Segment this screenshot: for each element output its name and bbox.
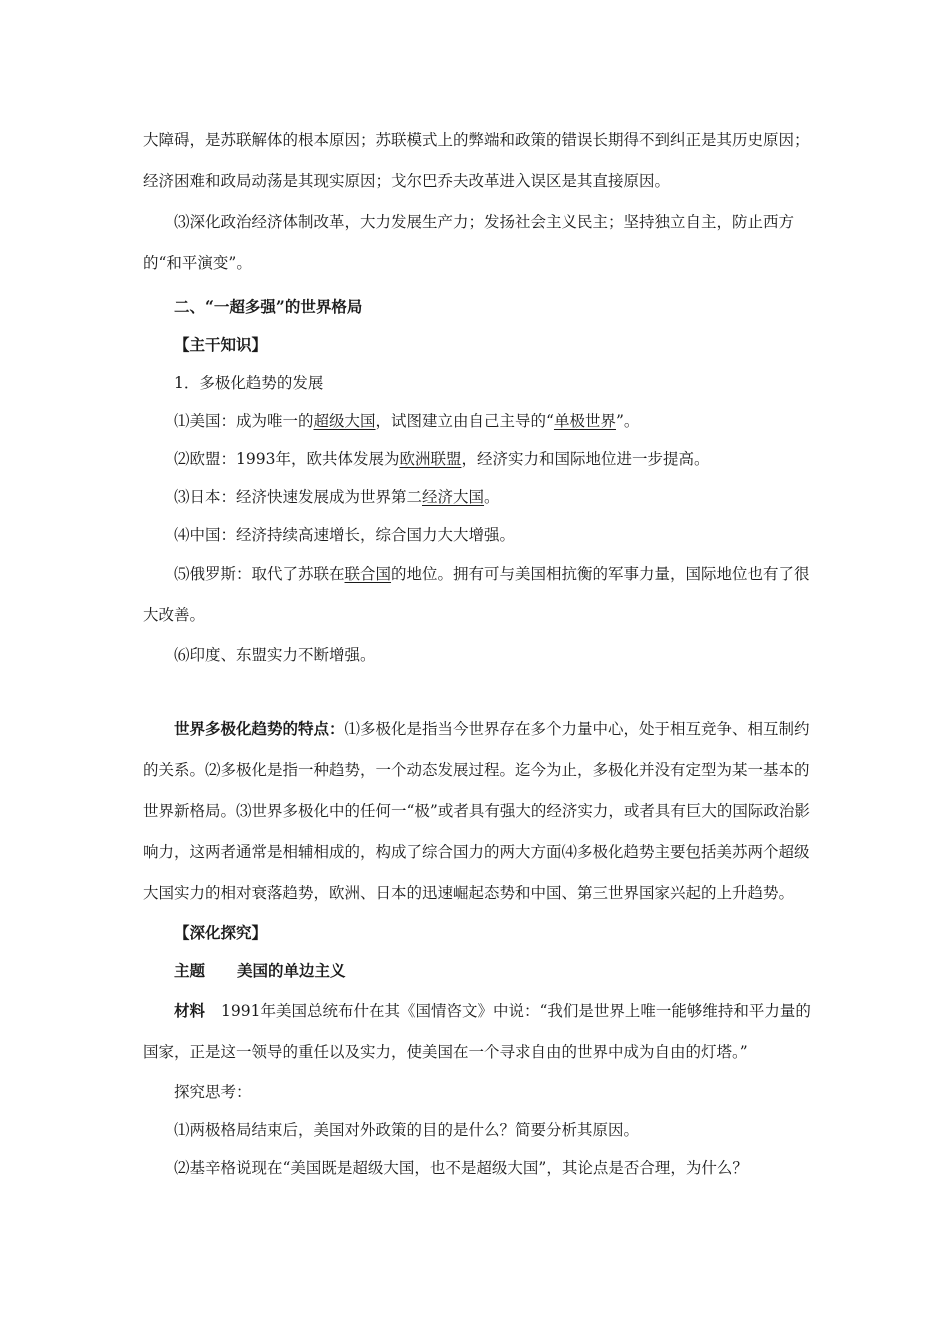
question-2: ⑵基辛格说现在“美国既是超级大国，也不是超级大国”，其论点是否合理，为什么？ — [174, 1159, 748, 1177]
topic-title: 美国的单边主义 — [237, 961, 346, 980]
term-unipolar: 单极世界 — [553, 412, 616, 430]
term-economic-power: 经济大国 — [422, 488, 485, 506]
term-eu: 欧洲联盟 — [399, 450, 462, 468]
explore-tag: 【深化探究】 — [174, 923, 268, 942]
features-text: ⑴多极化是指当今世界存在多个力量中心，处于相互竞争、相互制约的关系。⑵多极化是指一种趋势，一个动态发展过程。迄今为止，多极化并没有定型为某一基本的世界新格局。⑶世界多极化中的任何一“极”或者具有强大的经济实力，或者具有巨大的国际政治影响力，这两者通常是相辅相成的，构成了综合国力的两大方面⑷多极化趋势主要包括美苏两个超级大国实力的相对衰落趋势，欧洲、日本的迅速崛起态势和中国、第三世界国家兴起的上升趋势。 — [143, 720, 810, 902]
section-heading: 二、“一超多强”的世界格局 — [174, 297, 363, 316]
paragraph-lessons: ⑶深化政治经济体制改革，大力发展生产力；发扬社会主义民主；坚持独立自主，防止西方的“和平演变”。 — [143, 213, 795, 272]
item-us — [143, 402, 823, 440]
features-label: 世界多极化趋势的特点： — [174, 719, 345, 738]
knowledge-tag: 【主干知识】 — [174, 335, 268, 354]
think-tag: 探究思考： — [174, 1083, 252, 1101]
item1-title: 1．多极化趋势的发展 — [174, 374, 324, 392]
question-1: ⑴两极格局结束后，美国对外政策的目的是什么？简要分析其原因。 — [174, 1121, 640, 1139]
item-russia-pre: ⑸俄罗斯：取代了苏联在 — [174, 565, 345, 583]
item-china: ⑷中国：经济持续高速增长，综合国力大大增强。 — [174, 526, 516, 544]
item-japan-post: 。 — [484, 488, 500, 506]
item-eu — [143, 440, 823, 478]
item-japan-pre: ⑶日本：经济快速发展成为世界第二 — [174, 488, 423, 506]
item-us-post: ”。 — [615, 412, 640, 430]
topic-label: 主题 — [174, 961, 206, 980]
item-us-pre: ⑴美国：成为唯一的 — [174, 412, 314, 430]
topic-line — [143, 952, 823, 990]
document-page — [143, 120, 823, 1187]
term-un: 联合国 — [344, 565, 392, 583]
item-eu-post: ，经济实力和国际地位进一步提高。 — [461, 450, 710, 468]
paragraph-dissolution-reasons: 大障碍，是苏联解体的根本原因；苏联模式上的弊端和政策的错误长期得不到纠正是其历史原因；经济困难和政局动荡是其现实原因；戈尔巴乔夫改革进入误区是其直接原因。 — [143, 131, 810, 190]
features-paragraph — [143, 708, 823, 914]
item-india: ⑹印度、东盟实力不断增强。 — [174, 646, 376, 664]
material-label: 材料 — [174, 1001, 206, 1020]
item-russia-post: 的地位。拥有可与美国相抗衡的军事力量，国际地位也有了很大改善。 — [143, 565, 810, 624]
item-russia — [143, 554, 823, 636]
item-us-mid: ，试图建立由自己主导的“ — [375, 412, 554, 430]
material-paragraph — [143, 990, 823, 1073]
item-eu-pre: ⑵欧盟：1993年，欧共体发展为 — [174, 450, 400, 468]
item-japan — [143, 478, 823, 516]
term-superpower: 超级大国 — [313, 412, 376, 430]
material-text: 1991年美国总统布什在其《国情咨文》中说：“我们是世界上唯一能够维持和平力量的国家，正是这一领导的重任以及实力，使美国在一个寻求自由的世界中成为自由的灯塔。” — [143, 1002, 811, 1061]
